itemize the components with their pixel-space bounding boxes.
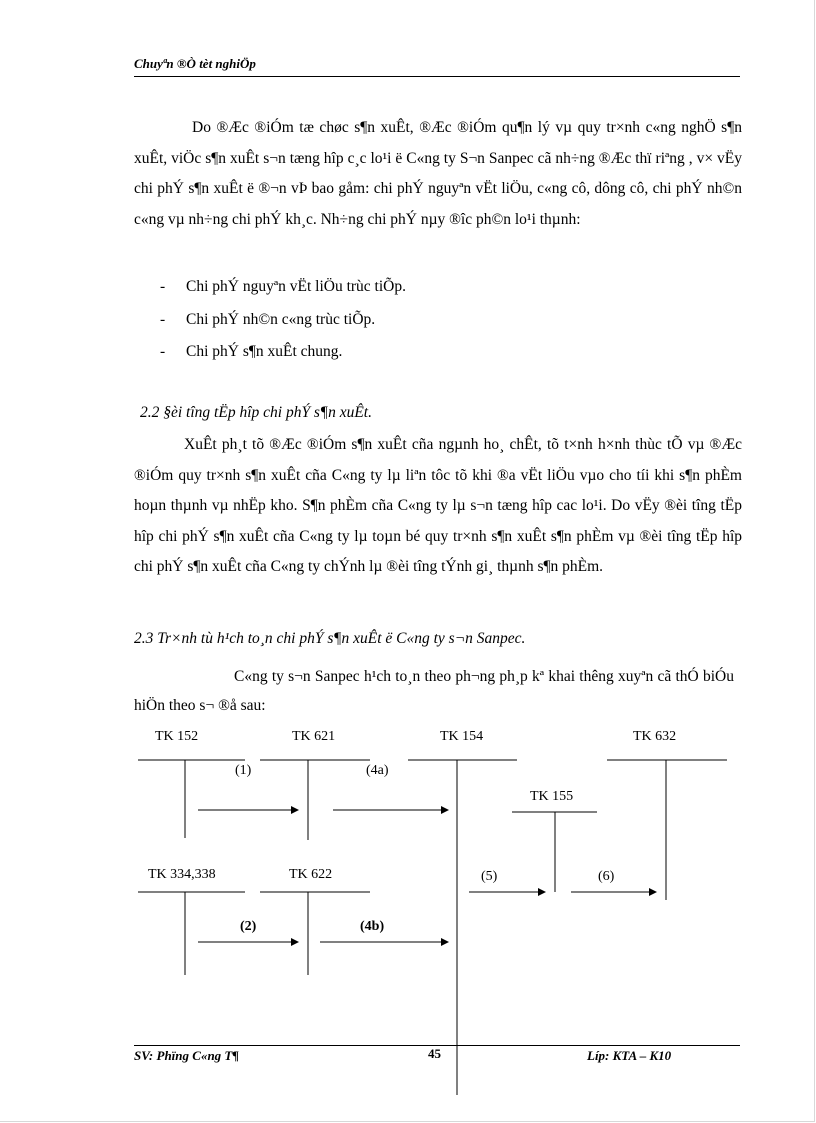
account-label-tk334-338: TK 334,338	[148, 867, 216, 882]
header-title: Chuyªn ®Ò tèt nghiÖp	[134, 56, 256, 71]
footer-class-label: Líp: KTA – K10	[587, 1048, 672, 1063]
account-label-tk621: TK 621	[292, 729, 336, 744]
bullet-text: Chi phÝ nh©n c«ng trùc tiÕp.	[186, 311, 376, 328]
footer-page-number: 45	[428, 1046, 441, 1061]
bullet-item: - Chi phÝ nh©n c«ng trùc tiÕp.	[160, 311, 376, 328]
paragraph-2-text: XuÊt ph¸t tõ ®Æc ®iÓm s¶n xuÊt cña ngµnh ho¸ chÊt, tõ t×nh h×nh thùc tÕ vµ ®Æc ®iÓm quy tr×nh s¶n xuÊt cña C«ng ty lµ liªn tôc tõ khi ®a vËt liÖu vµo cho tíi khi s¶n phÈm hoµn thµnh vµ nhËp kho. S¶n phÈm cña C«ng ty lµ s¬n tæng hîp cac lo¹i. Do vËy ®èi tîng tËp hîp chi phÝ s¶n xuÊt cña C«ng ty lµ toµn bé quy tr×nh s¶n xuÊt s¶n phÈm vµ ®èi tîng tËp hîp chi phÝ s¶n xuÊt cña C«ng ty chÝnh lµ ®èi tîng tÝnh gi¸ thµnh s¶n phÈm.	[134, 436, 742, 575]
flow-label-4b: (4b)	[360, 919, 385, 934]
account-label-tk154: TK 154	[440, 729, 484, 744]
flow-label-2: (2)	[240, 919, 257, 934]
section-heading-2-3: 2.3 Tr×nh tù h¹ch to¸n chi phÝ s¶n xuÊt ë C«ng ty s¬n Sanpec.	[134, 630, 526, 647]
paragraph-method: C«ng ty s¬n Sanpec h¹ch to¸n theo ph¬ng ph¸p kª khai thêng xuyªn cã thÓ biÓu hiÖn theo s¬ ®å sau:	[134, 668, 734, 714]
paragraph-1-text: Do ®Æc ®iÓm tæ chøc s¶n xuÊt, ®Æc ®iÓm qu¶n lý vµ quy tr×nh c«ng nghÖ s¶n xuÊt, viÖc s¶n xuÊt s¬n tæng hîp c¸c lo¹i ë C«ng ty S¬n Sanpec cã nh÷ng ®Æc thï riªng , v× vËy chi phÝ s¶n xuÊt ë ®¬n vÞ bao gåm: chi phÝ nguyªn vËt liÖu, c«ng cô, dông cô, chi phÝ nh©n c«ng vµ nh÷ng chi phÝ kh¸c. Nh÷ng chi phÝ nµy ®îc ph©n lo¹i thµnh:	[134, 119, 742, 228]
section-heading-2-2: 2.2 §èi tîng tËp hîp chi phÝ s¶n xuÊt.	[140, 404, 372, 421]
bullet-text: Chi phÝ nguyªn vËt liÖu trùc tiÕp.	[186, 278, 406, 295]
account-label-tk155: TK 155	[530, 789, 574, 804]
footer-student-name: SV: Phïng C«ng T¶	[134, 1048, 239, 1063]
flow-label-6: (6)	[598, 869, 615, 884]
flow-label-1: (1)	[235, 763, 252, 778]
flow-label-4a: (4a)	[366, 763, 389, 778]
bullet-item: - Chi phÝ s¶n xuÊt chung.	[160, 343, 343, 360]
account-label-tk152: TK 152	[155, 729, 199, 744]
account-label-tk622: TK 622	[289, 867, 333, 882]
flow-label-5: (5)	[481, 869, 498, 884]
account-label-tk632: TK 632	[633, 729, 677, 744]
bullet-item: - Chi phÝ nguyªn vËt liÖu trùc tiÕp.	[160, 278, 406, 295]
bullet-text: Chi phÝ s¶n xuÊt chung.	[186, 343, 343, 360]
